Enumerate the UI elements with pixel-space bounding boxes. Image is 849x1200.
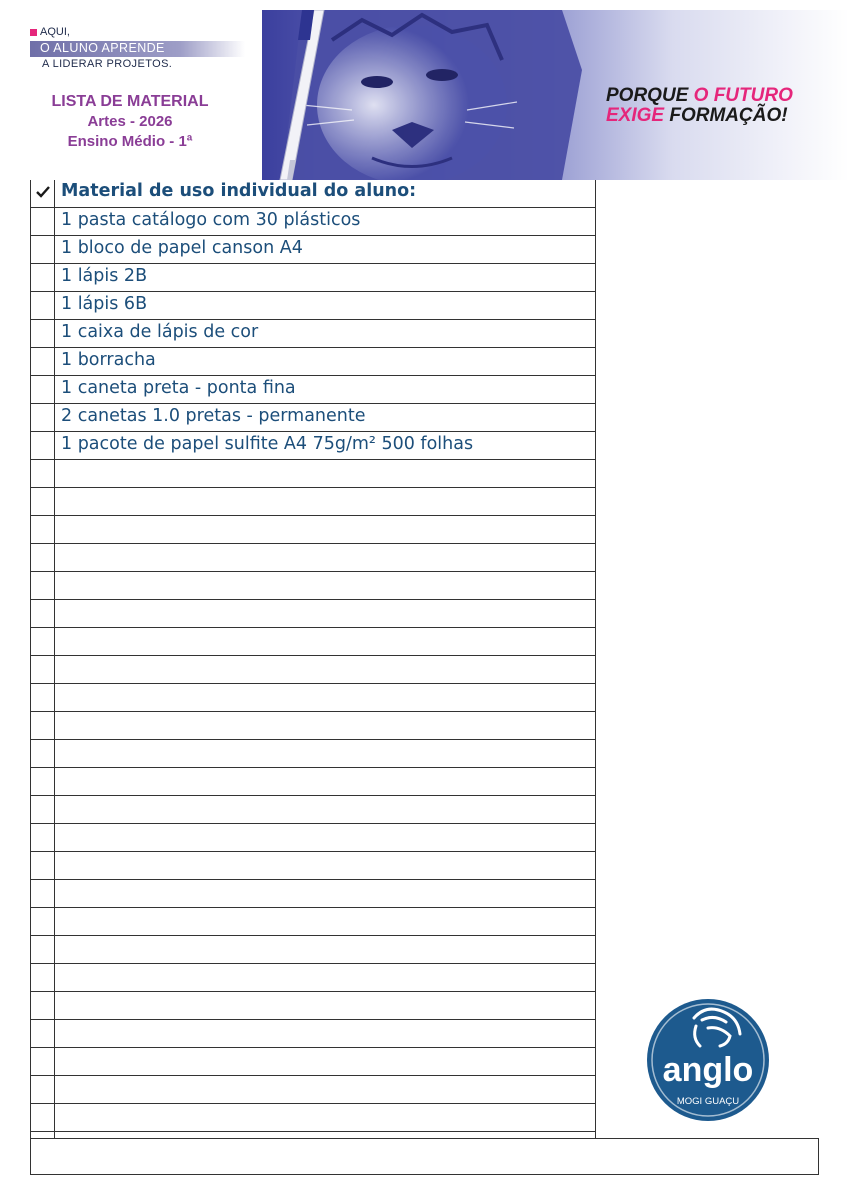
empty-row	[31, 740, 595, 768]
subject-year: Artes - 2026	[87, 113, 173, 130]
list-item: 1 bloco de papel canson A4	[61, 238, 303, 258]
empty-row	[31, 796, 595, 824]
table-row	[31, 292, 595, 320]
empty-row	[31, 1020, 595, 1048]
lion-illustration	[282, 10, 582, 180]
empty-row	[31, 572, 595, 600]
empty-row	[31, 516, 595, 544]
list-item: 1 pasta catálogo com 30 plásticos	[61, 210, 361, 230]
slogan-porque: PORQUE	[606, 85, 689, 106]
table-row	[31, 264, 595, 292]
empty-row	[31, 768, 595, 796]
list-item: 1 caneta preta - ponta fina	[61, 378, 296, 398]
table-header-row	[31, 180, 595, 208]
list-item: 1 lápis 6B	[61, 294, 148, 314]
empty-row	[31, 684, 595, 712]
slogan-line-3: A LIDERAR PROJETOS.	[42, 58, 173, 70]
empty-row	[31, 1048, 595, 1076]
list-item: 2 canetas 1.0 pretas - permanente	[61, 406, 366, 426]
table-row	[31, 376, 595, 404]
material-list-table	[30, 180, 596, 1138]
empty-row	[31, 880, 595, 908]
empty-row	[31, 600, 595, 628]
empty-row	[31, 1076, 595, 1104]
footer-box	[30, 1138, 819, 1175]
grade-level: Ensino Médio - 1ª	[67, 133, 193, 150]
empty-row	[31, 992, 595, 1020]
table-row	[31, 348, 595, 376]
list-item: 1 pacote de papel sulfite A4 75g/m² 500 folhas	[61, 434, 474, 454]
empty-row	[31, 964, 595, 992]
empty-row	[31, 712, 595, 740]
slogan-line-1: AQUI,	[40, 26, 70, 38]
empty-row	[31, 1104, 595, 1132]
logo-location: MOGI GUAÇU	[676, 1096, 740, 1107]
table-row	[31, 404, 595, 432]
table-heading: Material de uso individual do aluno:	[61, 181, 417, 201]
list-item: 1 borracha	[61, 350, 156, 370]
slogan-line-2: O ALUNO APRENDE	[30, 41, 245, 57]
table-row	[31, 320, 595, 348]
list-title: LISTA DE MATERIAL	[51, 93, 209, 110]
document-title-block	[30, 92, 230, 152]
slogan-formacao: FORMAÇÃO!	[669, 105, 788, 126]
anglo-logo	[646, 998, 770, 1122]
checkmark-icon	[35, 184, 51, 200]
empty-row	[31, 488, 595, 516]
empty-row	[31, 544, 595, 572]
pink-square-icon	[30, 29, 37, 36]
empty-row	[31, 656, 595, 684]
empty-row	[31, 908, 595, 936]
empty-row	[31, 824, 595, 852]
table-row	[31, 432, 595, 460]
empty-row	[31, 936, 595, 964]
future-slogan	[606, 86, 836, 126]
list-item: 1 lápis 2B	[61, 266, 148, 286]
page-header	[0, 0, 849, 180]
table-row	[31, 236, 595, 264]
empty-row	[31, 460, 595, 488]
logo-brand: anglo	[662, 1051, 754, 1089]
empty-row	[31, 628, 595, 656]
list-item: 1 caixa de lápis de cor	[61, 322, 259, 342]
school-slogan	[30, 26, 255, 70]
slogan-exige: EXIGE	[606, 105, 665, 126]
slogan-o-futuro: O FUTURO	[693, 85, 793, 106]
table-row	[31, 208, 595, 236]
empty-row	[31, 852, 595, 880]
